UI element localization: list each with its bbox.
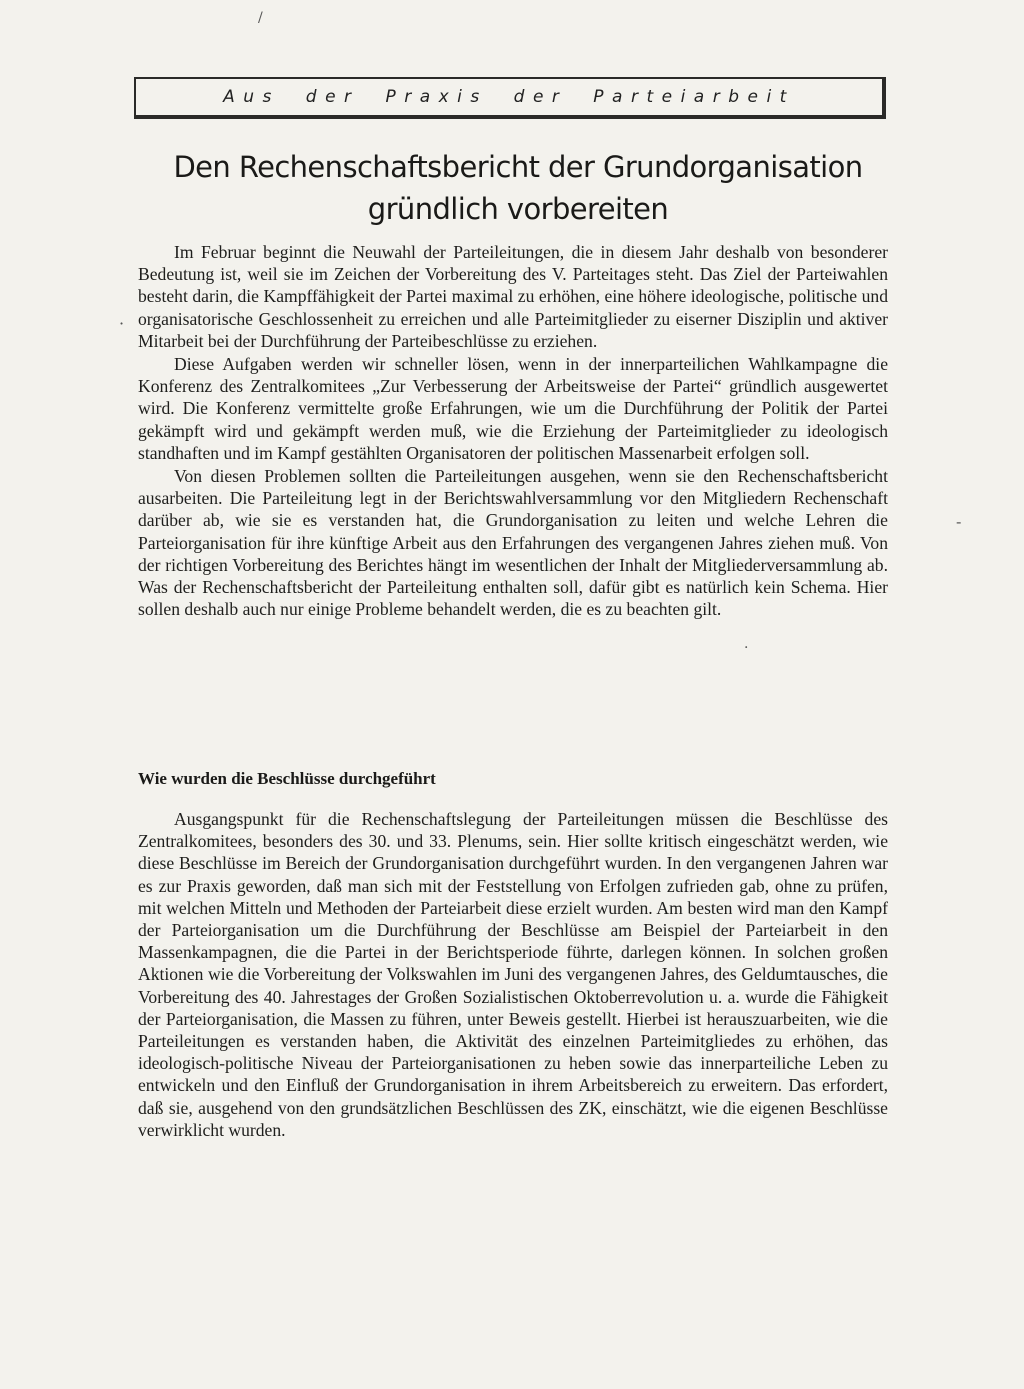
article-headline	[120, 146, 916, 230]
stray-mark: ·	[744, 640, 749, 656]
section-subheading: Wie wurden die Beschlüsse durchgeführt	[138, 769, 436, 788]
section-header: Aus der Praxis der Parteiarbeit	[223, 87, 795, 107]
stray-mark: /	[258, 10, 263, 26]
stray-mark: -	[956, 512, 962, 531]
headline-line-2: gründlich vorbereiten	[367, 192, 669, 226]
stray-mark: ·	[119, 314, 125, 333]
section-header-box	[134, 77, 886, 119]
paragraph: Ausgangspunkt für die Rechenschaftslegung der Parteileitungen müssen die Beschlüsse des Zentralkomitees, besonders des 30. und 33. Plenums, sein. Hier sollte kritisch eingeschätzt werden, wie diese Beschlüsse im Bereich der Grundorganisation durchgeführt wurden. In den vergangenen Jahren war es zur Praxis geworden, daß man sich mit der Feststellung von Erfolgen zufrieden gab, ohne zu prüfen, mit welchen Mitteln und Methoden der Parteiarbeit diese erzielt wurden. Am besten wird man den Kampf der Parteiorganisation um die Durchführung der Beschlüsse am Beispiel der Parteiarbeit in den Massenkampagnen, die die Partei in der Berichtsperiode führte, darlegen können. In solchen großen Aktionen wie die Vorbereitung der Volkswahlen im Juni des vergangenen Jahres, des Geldumtausches, die Vorbereitung des 40. Jahrestages der Großen Sozialistischen Oktoberrevolution u. a. wurde die Fähigkeit der Parteiorganisation, die Massen zu führen, unter Beweis gestellt. Hierbei ist herauszuarbeiten, wie die Parteileitungen es verstanden haben, die Aktivität des einzelnen Parteimitgliedes zu erhöhen, das ideologisch-politische Niveau der Parteiorganisationen zu heben sowie das innerparteiliche Leben zu entwickeln und den Einfluß der Grundorganisation in ihrem Arbeitsbereich zu erweitern. Das erfordert, daß sie, ausgehend von den grundsätzlichen Beschlüssen des ZK, einschätzt, wie die eigenen Beschlüsse verwirklicht wurden.	[138, 809, 888, 1140]
headline-line-1: Den Rechenschaftsbericht der Grundorganisation	[173, 150, 863, 184]
paragraph: Im Februar beginnt die Neuwahl der Parteileitungen, die in diesem Jahr deshalb von besonderer Bedeutung ist, weil sie im Zeichen der Vorbereitung des V. Parteitages steht. Das Ziel der Parteiwahlen besteht darin, die Kampffähigkeit der Partei maximal zu erhöhen, eine höhere ideologische, politische und organisatorische Geschlossenheit zu erreichen und alle Parteimitglieder zu eiserner Disziplin und aktiver Mitarbeit bei der Durchführung der Parteibeschlüsse zu erziehen.	[138, 242, 888, 351]
article-body-continued	[138, 808, 888, 1141]
paragraph: Von diesen Problemen sollten die Parteileitungen ausgehen, wenn sie den Rechenschaftsbericht ausarbeiten. Die Parteileitung legt in der Berichtswahlversammlung vor den Mitgliedern Rechenschaft darüber ab, wie sie es verstanden hat, die Grundorganisation zu leiten und welche Lehren die Parteiorganisation für ihre künftige Arbeit aus den Erfahrungen des vergangenen Jahres ziehen muß. Von der richtigen Vorbereitung des Berichtes hängt im wesentlichen der Inhalt der Mitgliederversammlung ab. Was der Rechenschaftsbericht der Parteileitung enthalten soll, dafür gibt es natürlich kein Schema. Hier sollen deshalb auch nur einige Probleme behandelt werden, die es zu beachten gilt.	[138, 466, 888, 620]
paragraph: Diese Aufgaben werden wir schneller lösen, wenn in der innerparteilichen Wahlkampagne die Konferenz des Zentralkomitees „Zur Verbesserung der Arbeitsweise der Partei“ gründlich ausgewertet wird. Die Konferenz vermittelte große Erfahrungen, wie um die Durchführung der Politik der Partei gekämpft wird und gekämpft werden muß, wie die Erziehung der Parteimitglieder zu ideologisch standhaften und im Kampf gestählten Organisatoren der politischen Massenarbeit erfolgen soll.	[138, 354, 888, 463]
article-body	[138, 241, 888, 620]
